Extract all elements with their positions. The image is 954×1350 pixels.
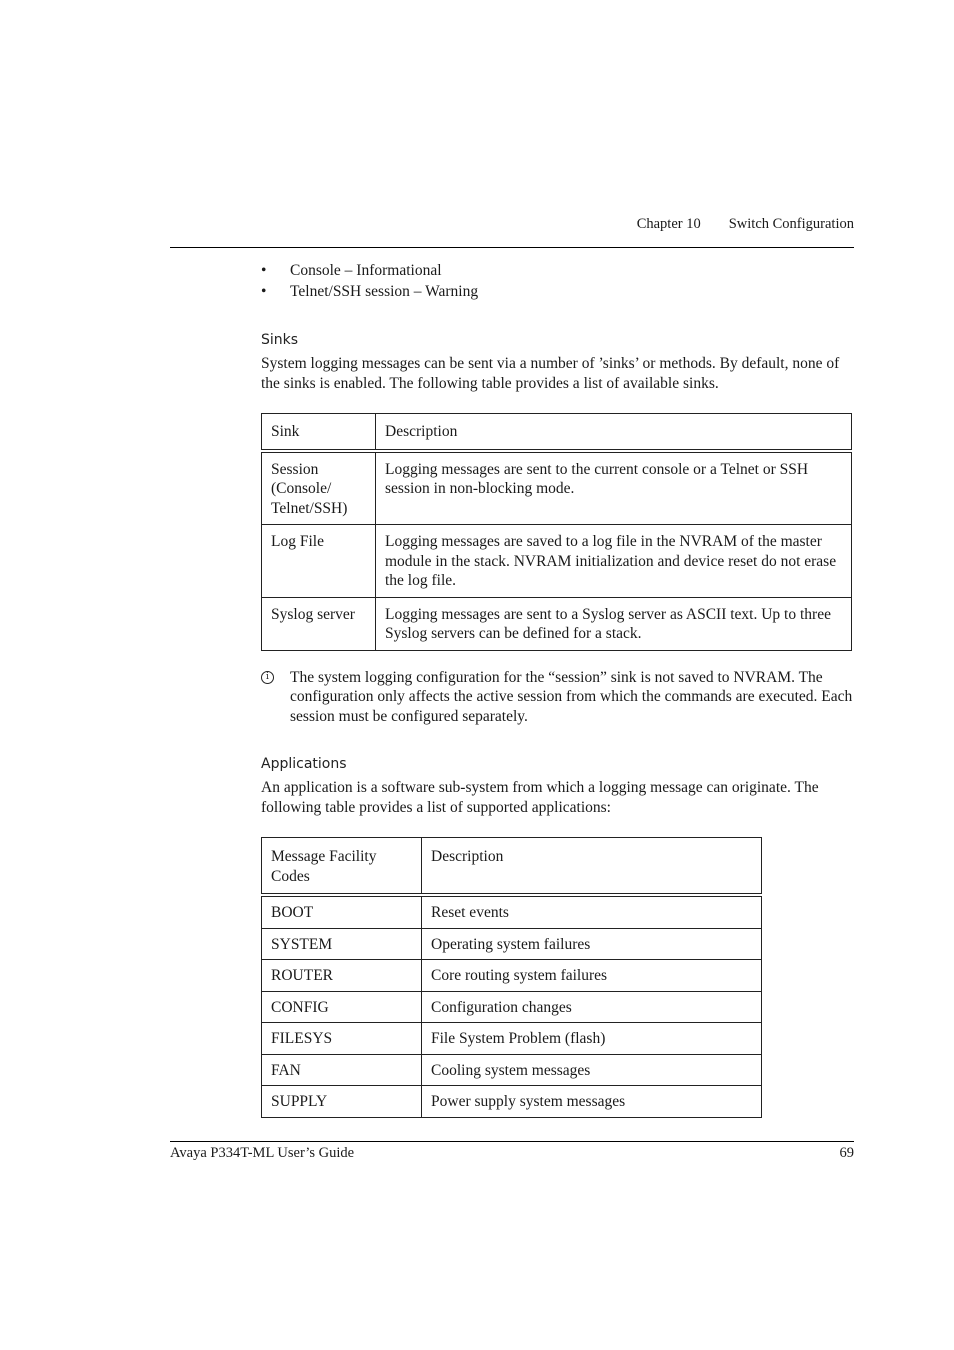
table-row xyxy=(262,895,762,928)
sink-cell: Session (Console/ Telnet/SSH) xyxy=(262,451,376,525)
applications-intro: An application is a software sub-system from which a logging message can originate. The following table provides a list of supported applications: xyxy=(261,779,819,816)
info-note xyxy=(261,668,853,727)
table-row xyxy=(262,928,762,960)
sinks-heading: Sinks xyxy=(261,332,299,348)
applications-heading: Applications xyxy=(261,756,347,772)
table-row xyxy=(262,1023,762,1055)
description-cell: Logging messages are sent to the current console or a Telnet or SSH session in non-blocking mode. xyxy=(376,451,852,525)
code-cell: SUPPLY xyxy=(262,1086,422,1118)
column-header: Message Facility Codes xyxy=(262,838,422,896)
applications-table xyxy=(261,837,762,1118)
description-cell: Cooling system messages xyxy=(422,1054,762,1086)
list-item: • Telnet/SSH session – Warning xyxy=(261,283,479,300)
bullet-icon: • xyxy=(261,283,267,300)
description-cell: Power supply system messages xyxy=(422,1086,762,1118)
sinks-intro: System logging messages can be sent via a number of ’sinks’ or methods. By default, none of the sinks is enabled. The following table provides a list of available sinks. xyxy=(261,355,840,392)
sink-cell: Log File xyxy=(262,525,376,598)
bullet-icon: • xyxy=(261,262,267,279)
page-footer xyxy=(170,1141,854,1162)
table-header-row xyxy=(262,838,762,896)
chapter-title: Switch Configuration xyxy=(728,216,854,232)
table-row xyxy=(262,991,762,1023)
table-row xyxy=(262,525,852,598)
table-header-row xyxy=(262,414,852,451)
note-text: The system logging configuration for the “session” sink is not saved to NVRAM. The configuration only affects the active session from which the commands are executed. Each session must be configured separately. xyxy=(290,668,853,725)
column-header: Description xyxy=(376,414,852,451)
code-cell: BOOT xyxy=(262,895,422,928)
table-row xyxy=(262,960,762,992)
code-cell: FAN xyxy=(262,1054,422,1086)
page-content xyxy=(261,260,853,1118)
description-cell: Operating system failures xyxy=(422,928,762,960)
page-number: 69 xyxy=(839,1145,854,1161)
description-cell: Logging messages are saved to a log file in the NVRAM of the master module in the stack. NVRAM initialization and device reset do not erase the log file. xyxy=(376,525,852,598)
sinks-table xyxy=(261,413,852,651)
severity-list xyxy=(261,260,853,302)
column-header: Description xyxy=(422,838,762,896)
description-cell: File System Problem (flash) xyxy=(422,1023,762,1055)
table-row xyxy=(262,1086,762,1118)
code-cell: CONFIG xyxy=(262,991,422,1023)
sink-cell: Syslog server xyxy=(262,597,376,650)
guide-title: Avaya P334T-ML User’s Guide xyxy=(170,1145,355,1161)
description-cell: Reset events xyxy=(422,895,762,928)
code-cell: ROUTER xyxy=(262,960,422,992)
description-cell: Core routing system failures xyxy=(422,960,762,992)
table-row xyxy=(262,451,852,525)
code-cell: SYSTEM xyxy=(262,928,422,960)
page-header xyxy=(170,215,854,248)
code-cell: FILESYS xyxy=(262,1023,422,1055)
info-icon: i xyxy=(261,671,274,684)
chapter-reference xyxy=(637,216,854,233)
description-cell: Logging messages are sent to a Syslog server as ASCII text. Up to three Syslog servers can be defined for a stack. xyxy=(376,597,852,650)
column-header: Sink xyxy=(262,414,376,451)
table-row xyxy=(262,597,852,650)
description-cell: Configuration changes xyxy=(422,991,762,1023)
chapter-number: Chapter 10 xyxy=(636,216,701,232)
list-item: • Console – Informational xyxy=(261,262,442,279)
table-row xyxy=(262,1054,762,1086)
